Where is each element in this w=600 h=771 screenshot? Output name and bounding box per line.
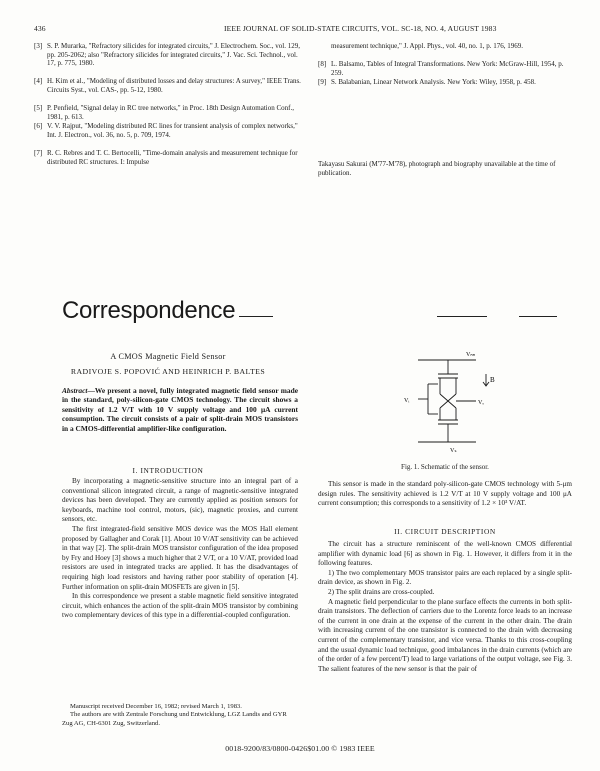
section-heading: Correspondence (62, 297, 236, 324)
reference-text: V. V. Rajput, "Modeling distributed RC lines for transient analysis of complex networks," Int. J. Electron., vol. 36, no. 5, p. 709, 1974. (47, 122, 298, 139)
reference-item (34, 42, 302, 77)
reference-number: [5] (34, 104, 43, 112)
right-intro (318, 480, 572, 509)
footnote: Manuscript received December 16, 1982; revised March 1, 1983. (70, 703, 242, 710)
paragraph: A magnetic field perpendicular to the plane surface effects the currents in both split-drain transistors. The deflection of carriers due to the Lorentz force leads to an increase of the current in one drain at the expense of the current in the other drain. The drain with increasing current of the one transistor is connected to the drain with decreasing current of the complementary transistor, and vice versa. Thanks to this cross-coupling and the usual dynamic load technique, good imbalances in the drain currents (which are of the order of a few percent/T) lead to large variations of the output voltage, see Fig. 3. The salient features of the new sensor is that the pair of (318, 597, 572, 673)
footnotes (62, 703, 298, 728)
intro-text (62, 477, 298, 621)
references-left (34, 42, 302, 167)
document-code: 0018-9200/83/0800-0426$01.00 © 1983 IEEE (225, 744, 375, 753)
paragraph: This sensor is made in the standard poly-silicon-gate CMOS technology with 5-μm design rules. The sensitivity achieved is 1.2 V/T at 10 V supply voltage and 100 μA current consumption; this corresponds to a sensitivity of 1.2 × 10³ V/AT. (318, 480, 572, 508)
intro-heading: I. INTRODUCTION (132, 466, 204, 475)
reference-text: P. Penfield, "Signal delay in RC tree networks," in Proc. 18th Design Automation Conf., 1981, p. 613. (47, 104, 294, 121)
paragraph: By incorporating a magnetic-sensitive structure into an integral part of a conventional silicon integrated circuit, a range of magnetic-sensitive integrated devices has been developed. They are currently applied as position sensors for keyboards, machine tool control, motors, (sic), magnetic proxies, and current sensors, etc. (62, 477, 298, 524)
reference-number: [8] (318, 60, 327, 68)
paragraph: The first integrated-field sensitive MOS device was the MOS Hall element proposed by Gallagher and Corak [1]. About 10 V/AT sensitivity can be achieved in that way [2]. The split-drain MOS transistor configuration of the idea proposed by Fry and Hoey [3] shows a much higher that 2 V/T, or a 10 V/AT, provided load resistors are used in integrated tracks are applied. It has the disadvantages of requiring high load resistors and having rather poor stability of operation [4]. Further information on split-drain MOSFETs are given in [5]. (62, 524, 299, 591)
reference-number: [9] (318, 78, 327, 86)
reference-text: S. Balabanian, Linear Network Analysis. New York: Wiley, 1958, p. 458. (331, 78, 536, 86)
label-vdd: Vₙₙ (466, 352, 476, 358)
abstract-body: —We present a novel, fully integrated magnetic field sensor made in the standard, poly-silicon-gate CMOS technology. The circuit shows a sensitivity of 1.2 V/T with 10 V supply voltage and 100 μA current consumption. The circuit consists of a pair of split-drain MOS transistors in a CMOS-differential amplifier-like configuration. (62, 386, 298, 433)
heading-rule (239, 316, 273, 317)
label-vss: Vₛ (450, 448, 457, 454)
reference-text: measurement technique," J. Appl. Phys., vol. 40, no. 1, p. 176, 1969. (331, 42, 524, 50)
label-vin: Vᵢ (404, 398, 410, 404)
reference-item (318, 78, 572, 96)
label-b: B (490, 376, 495, 384)
reference-item (34, 149, 302, 167)
article-title: A CMOS Magnetic Field Sensor (110, 352, 226, 361)
circuit-schematic (398, 346, 528, 462)
abstract-lead: Abstract (62, 386, 88, 395)
reference-item (318, 42, 572, 60)
page-number: 436 (34, 24, 46, 33)
reference-text: L. Balsamo, Tables of Integral Transformations. New York: McGraw-Hill, 1954, p. 259. (331, 60, 564, 77)
reference-item (318, 60, 572, 78)
reference-item (34, 77, 302, 104)
abstract (62, 386, 298, 433)
circuit-text (318, 540, 572, 674)
reference-text: S. P. Murarka, "Refractory silicides for integrated circuits," J. Electrochem. Soc., vol. 129, pp. 205-2062; also "Refractory silicides for integrated circuits," J. Vac. Sci. Technol., vol. 17, p. 775, 1980. (47, 42, 300, 68)
paragraph: The circuit has a structure reminiscent of the well-known CMOS differential amplifier with dynamic load [6] as shown in Fig. 1. However, it differs from it in the following features. (318, 540, 572, 568)
label-vout: Vₒ (478, 400, 485, 406)
heading-rule (519, 316, 557, 317)
article-authors: RADIVOJE S. POPOVIĆ AND HEINRICH P. BALTES (70, 367, 266, 376)
reference-number: [6] (34, 122, 43, 130)
reference-number: [7] (34, 149, 43, 157)
reference-text: R. C. Rebres and T. C. Bertocelli, "Time-domain analysis and measurement technique for distributed RC structures. I: Impulse (47, 149, 298, 166)
reference-item (34, 104, 302, 122)
references-right (318, 42, 572, 96)
paragraph: In this correspondence we present a stable magnetic field sensitive integrated circuit, which enhances the action of the split-drain MOS transistor by combining two complementary devices of this type in a differential-coupled configuration. (62, 592, 298, 620)
heading-rule (437, 316, 487, 317)
reference-number: [3] (34, 42, 43, 50)
reference-text: H. Kim et al., "Modeling of distributed losses and delay structures: A survey," IEEE Trans. Circuits Syst., vol. CAS-, pp. 5-12, 1980. (47, 77, 301, 94)
paragraph: 2) The split drains are cross-coupled. (328, 587, 435, 596)
author-note: Takayasu Sakurai (M'77-M'78), photograph and biography unavailable at the time of publication. (318, 160, 556, 177)
footnote: The authors are with Zentrale Forschung und Entwicklung, LGZ Landis and GYR Zug AG, CH-6301 Zug, Switzerland. (62, 711, 287, 727)
circuit-heading: II. CIRCUIT DESCRIPTION (394, 527, 496, 536)
running-title: IEEE JOURNAL OF SOLID-STATE CIRCUITS, VOL. SC-18, NO. 4, AUGUST 1983 (224, 24, 497, 33)
reference-item (34, 122, 302, 149)
paragraph: 1) The two complementary MOS transistor pairs are each replaced by a single split-drain device, as shown in Fig. 2. (318, 568, 572, 587)
figure-caption: Fig. 1. Schematic of the sensor. (401, 463, 489, 471)
reference-number: [4] (34, 77, 43, 85)
figure-1 (398, 346, 528, 462)
